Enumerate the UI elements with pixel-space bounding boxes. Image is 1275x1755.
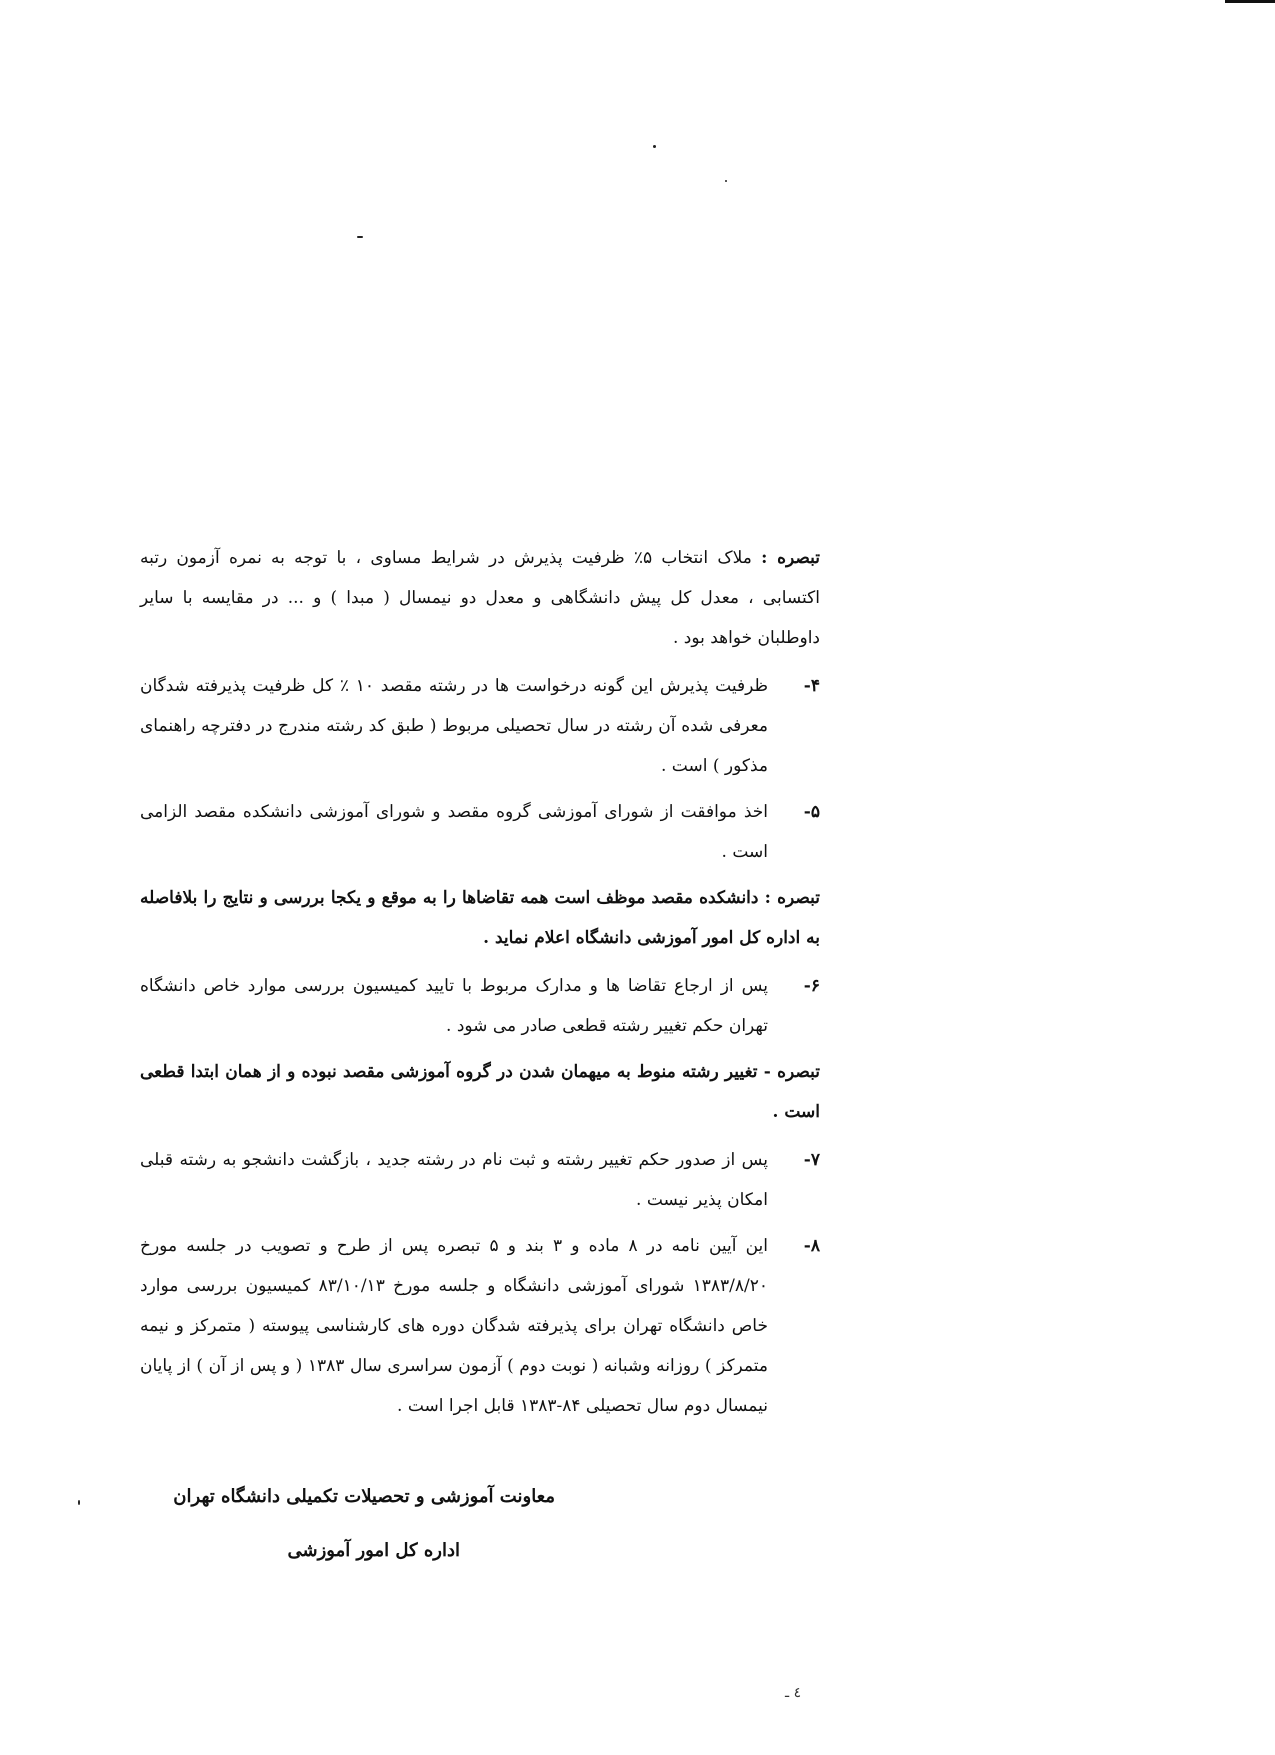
- note-1-label: تبصره :: [761, 548, 821, 568]
- top-edge-rule: [1225, 0, 1275, 3]
- item-6: [140, 966, 820, 1046]
- item-5-number: ۵-: [803, 802, 820, 822]
- scan-speck: [357, 236, 363, 238]
- item-4: [140, 666, 820, 786]
- item-8-text: این آیین نامه در ۸ ماده و ۳ بند و ۵ تبصره پس از طرح و تصویب در جلسه مورخ ۱۳۸۳/۸/۲۰ شورای آموزشی دانشگاه و جلسه مورخ ۸۳/۱۰/۱۳ کمیسیون بررسی موارد خاص دانشگاه تهران برای پذیرفته شدگان دوره های کارشناسی پیوسته ( متمرکز و نیمه متمرکز ) روزانه وشبانه ( نوبت دوم ) آزمون سراسری سال ۱۳۸۳ ( و پس از آن ) از پایان نیمسال دوم سال تحصیلی ۸۴-۱۳۸۳ قابل اجرا است .: [140, 1236, 768, 1416]
- item-7-number: ۷-: [803, 1150, 820, 1170]
- signature-department: اداره کل امور آموزشی: [287, 1540, 460, 1561]
- item-7: [140, 1140, 820, 1220]
- note-2-label: تبصره :: [764, 888, 820, 908]
- item-6-number: ۶-: [803, 976, 820, 996]
- document-body: [140, 538, 820, 1432]
- item-5: [140, 792, 820, 872]
- note-3: [140, 1052, 820, 1132]
- note-2: [140, 878, 820, 958]
- page-number: ٤ ـ: [785, 1685, 802, 1701]
- scan-speck: [725, 180, 727, 182]
- scan-speck: [78, 1500, 80, 1505]
- item-4-text: ظرفیت پذیرش این گونه درخواست ها در رشته مقصد ۱۰ ٪ کل ظرفیت پذیرفته شدگان معرفی شده آن رشته در سال تحصیلی مربوط ( طبق کد رشته مندرج در دفترچه راهنمای مذکور ) است .: [140, 676, 768, 776]
- item-8-number: ۸-: [803, 1236, 820, 1256]
- note-1: [140, 538, 820, 658]
- signature-office: معاونت آموزشی و تحصیلات تکمیلی دانشگاه تهران: [173, 1486, 555, 1507]
- item-5-text: اخذ موافقت از شورای آموزشی گروه مقصد و شورای آموزشی دانشکده مقصد الزامی است .: [140, 802, 768, 862]
- item-7-text: پس از صدور حکم تغییر رشته و ثبت نام در رشته جدید ، بازگشت دانشجو به رشته قبلی امکان پذیر نیست .: [140, 1150, 768, 1210]
- note-1-text: ملاک انتخاب ۵٪ ظرفیت پذیرش در شرایط مساوی ، با توجه به نمره آزمون رتبه اکتسابی ، معدل کل پیش دانشگاهی و معدل دو نیمسال ( مبدا ) و ... در مقایسه با سایر داوطلبان خواهد بود .: [140, 548, 820, 648]
- item-8: [140, 1226, 820, 1426]
- note-3-text: تغییر رشته منوط به میهمان شدن در گروه آموزشی مقصد نبوده و از همان ابتدا قطعی است .: [140, 1062, 820, 1122]
- note-3-label: تبصره -: [763, 1062, 820, 1082]
- item-6-text: پس از ارجاع تقاضا ها و مدارک مربوط با تایید کمیسیون بررسی موارد خاص دانشگاه تهران حکم تغییر رشته قطعی صادر می شود .: [140, 976, 768, 1036]
- scan-speck: [653, 145, 656, 148]
- item-4-number: ۴-: [803, 676, 820, 696]
- note-2-text: دانشکده مقصد موظف است همه تقاضاها را به موقع و یکجا بررسی و نتایج را بلافاصله به اداره کل امور آموزشی دانشگاه اعلام نماید .: [140, 888, 820, 948]
